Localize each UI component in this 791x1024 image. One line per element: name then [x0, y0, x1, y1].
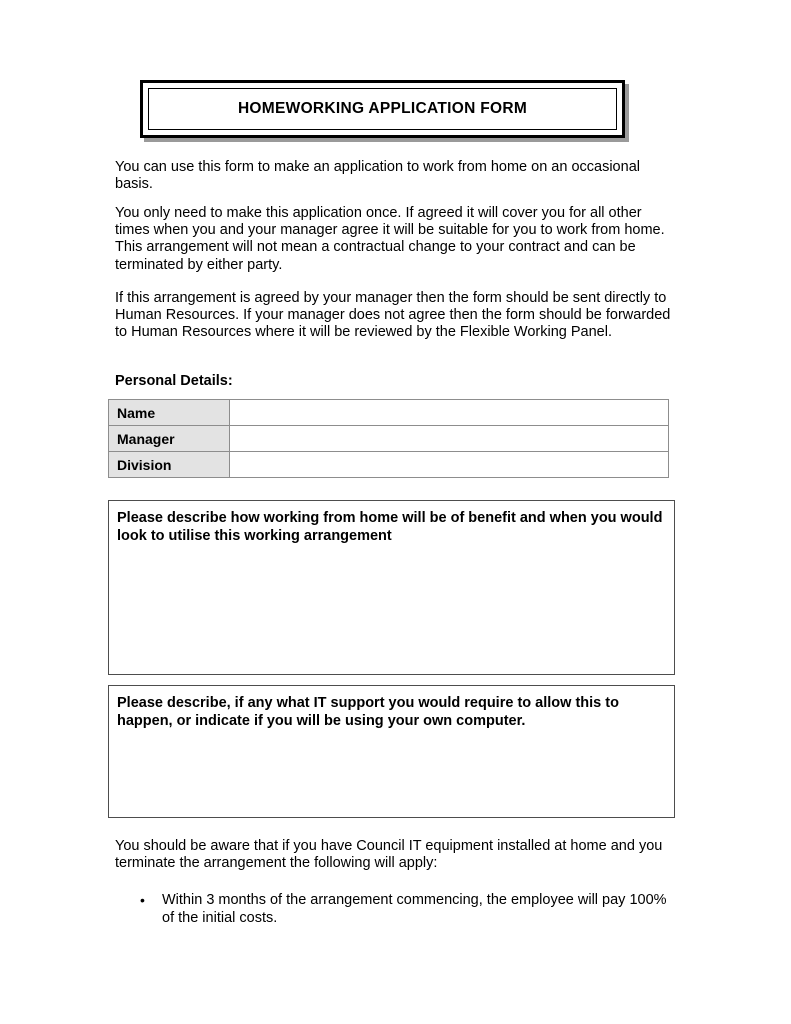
field-label-manager: Manager [109, 426, 230, 452]
closing-paragraph: You should be aware that if you have Council IT equipment installed at home and you terminate the arrangement the following will apply: [115, 838, 663, 872]
it-support-description-box[interactable] [108, 685, 675, 818]
it-support-description-input[interactable] [117, 730, 664, 853]
intro-paragraph-2: You only need to make this application once. If agreed it will cover you for all other times when you and your manager agree it will be suitable for you to work from home. This arrangement will not mean a contractual change to your contract and can be terminated by either party. [115, 205, 665, 273]
field-label-division: Division [109, 452, 230, 478]
form-title-box [140, 80, 625, 138]
personal-details-heading: Personal Details: [115, 373, 233, 389]
field-input-manager[interactable] [230, 426, 669, 452]
table-row [109, 426, 669, 452]
list-item-text: Within 3 months of the arrangement commencing, the employee will pay 100% of the initial costs. [162, 892, 667, 926]
field-input-division[interactable] [230, 452, 669, 478]
it-support-description-prompt: Please describe, if any what IT support you would require to allow this to happen, or indicate if you will be using your own computer. [117, 695, 619, 729]
field-label-name: Name [109, 400, 230, 426]
benefit-description-prompt: Please describe how working from home will be of benefit and when you would look to utilise this working arrangement [117, 510, 663, 544]
benefit-description-box[interactable] [108, 500, 675, 675]
personal-details-table [108, 399, 669, 478]
list-item [138, 892, 678, 927]
table-row [109, 452, 669, 478]
bullet-point-icon: • [140, 892, 145, 908]
intro-paragraph-3: If this arrangement is agreed by your manager then the form should be sent directly to Human Resources. If your manager does not agree then the form should be forwarded to Human Resources where it will be reviewed by the Flexible Working Panel. [115, 290, 671, 341]
title-box-outer-border [140, 80, 625, 138]
terms-bullet-list [138, 892, 678, 927]
field-input-name[interactable] [230, 400, 669, 426]
intro-paragraph-1: You can use this form to make an application to work from home on an occasional basis. [115, 159, 640, 193]
page-title: HOMEWORKING APPLICATION FORM [237, 100, 528, 117]
table-row [109, 400, 669, 426]
title-box-inner-border [148, 88, 617, 130]
